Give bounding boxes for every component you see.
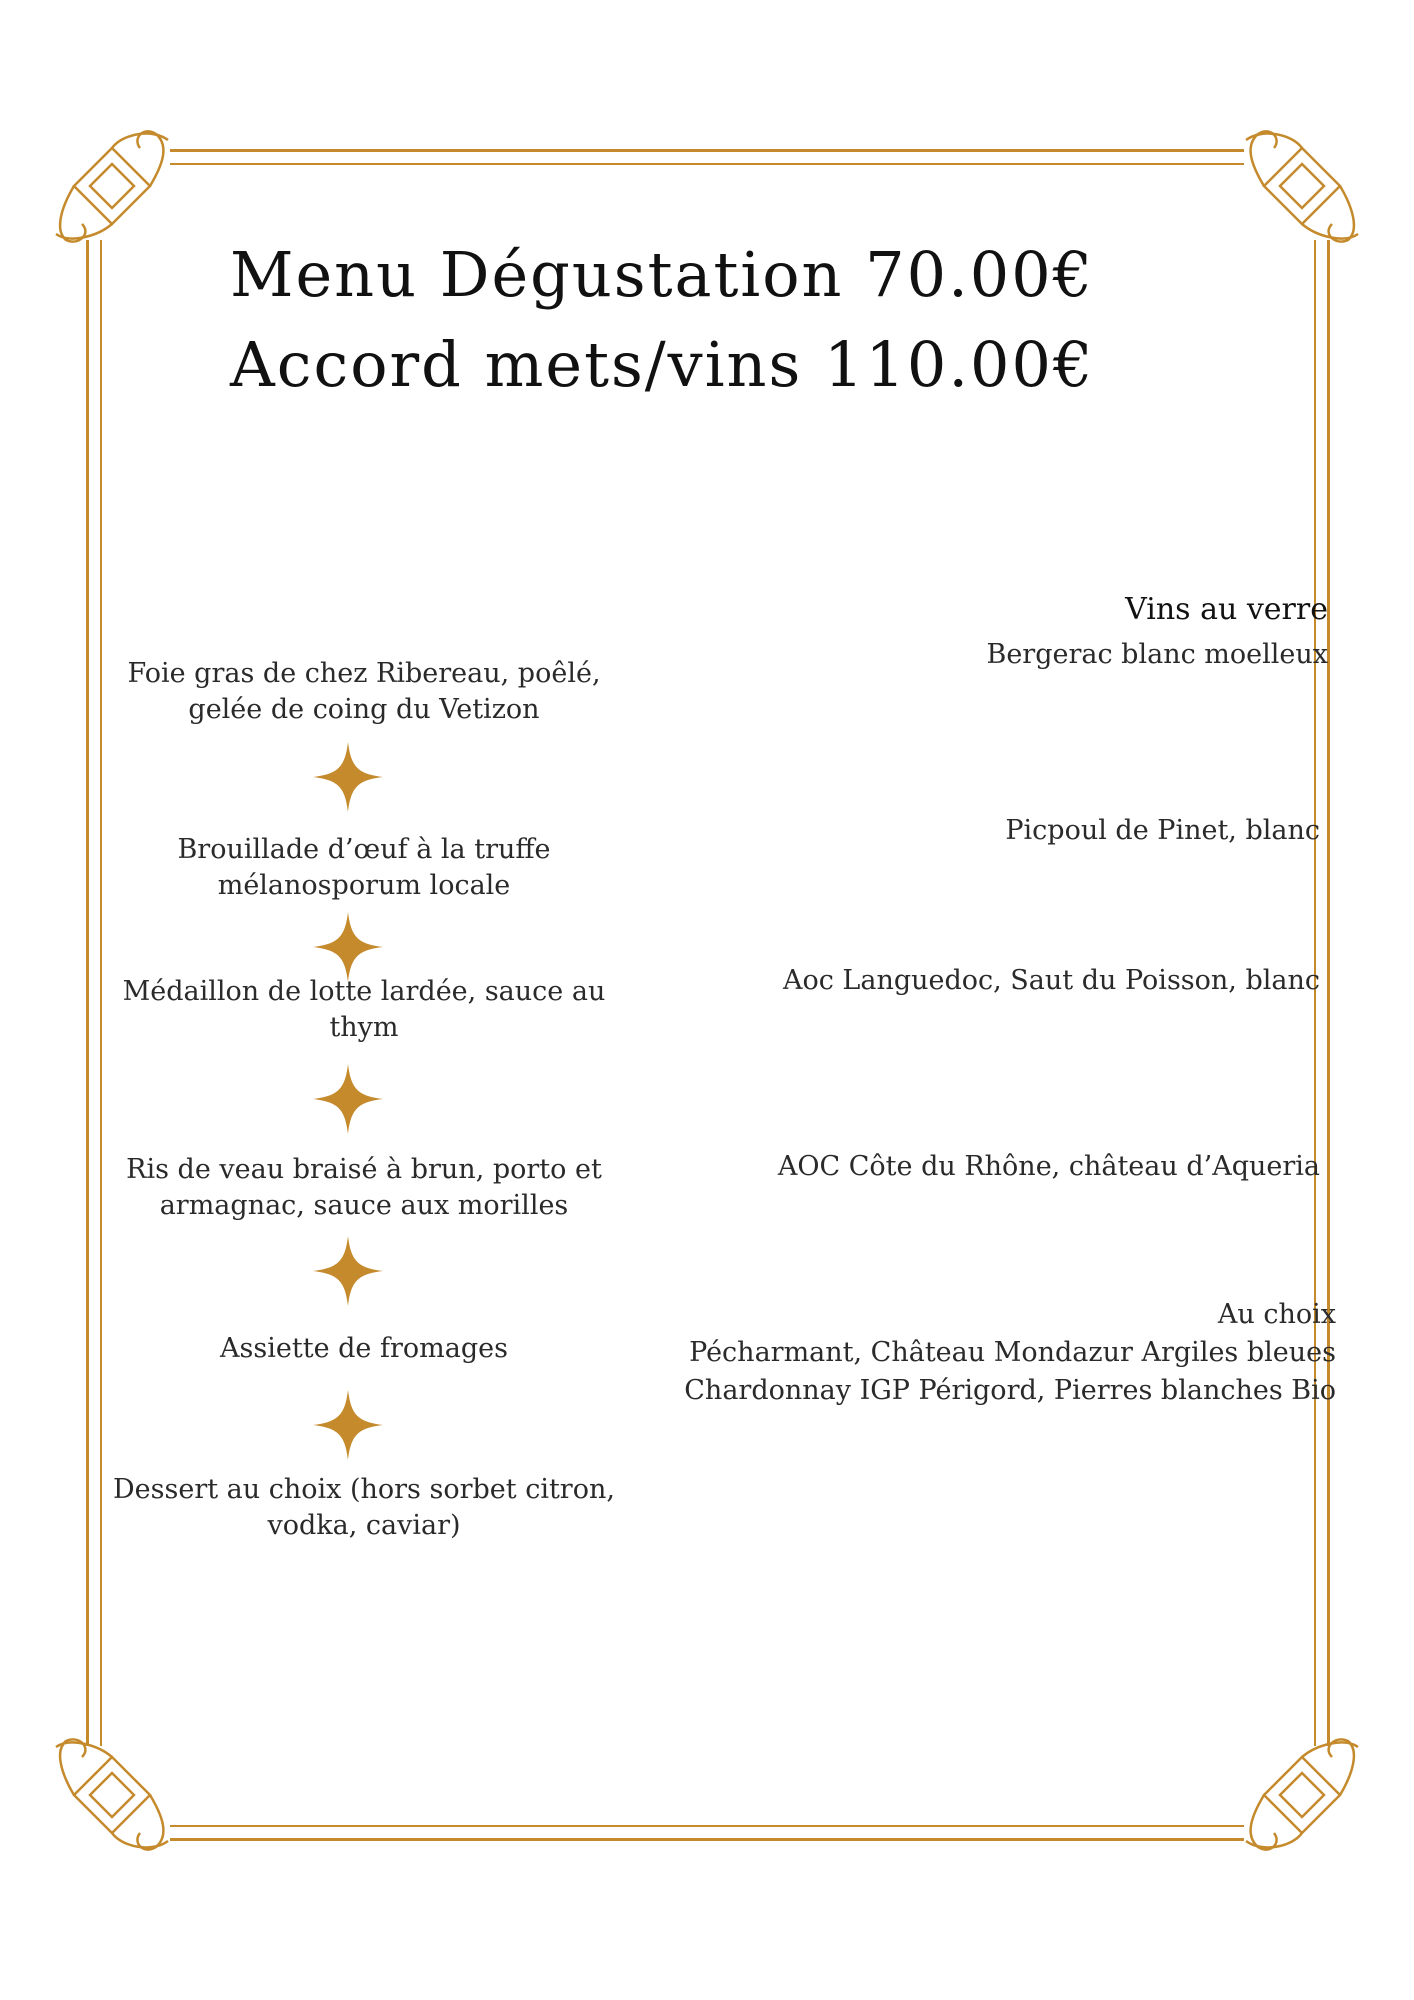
course-item: Ris de veau braisé à brun, porto et armagnac, sauce aux morilles xyxy=(126,1154,602,1221)
wine-choice-label: Au choix xyxy=(1217,1299,1336,1330)
ornament-corner-icon xyxy=(1242,126,1362,246)
ornament-corner-icon xyxy=(52,1735,172,1855)
course-item: Dessert au choix (hors sorbet citron, vodka, caviar) xyxy=(113,1474,615,1541)
frame-bottom-outer xyxy=(170,1838,1244,1841)
ornament-corner-icon xyxy=(1242,1735,1362,1855)
frame-top-inner xyxy=(170,163,1244,165)
four-point-star-icon xyxy=(313,1390,383,1460)
wine-item: Aoc Languedoc, Saut du Poisson, blanc xyxy=(782,965,1320,996)
four-point-star-icon xyxy=(313,742,383,812)
frame-top-outer xyxy=(170,149,1244,152)
four-point-star-icon xyxy=(313,1064,383,1134)
course-item: Médaillon de lotte lardée, sauce au thym xyxy=(122,976,606,1043)
wine-choice-option: Chardonnay IGP Périgord, Pierres blanches Bio xyxy=(684,1375,1336,1406)
four-point-star-icon xyxy=(313,912,383,982)
frame-bottom-inner xyxy=(170,1825,1244,1827)
wine-item: Bergerac blanc moelleux xyxy=(986,639,1328,670)
wine-choice-option: Pécharmant, Château Mondazur Argiles bleues xyxy=(689,1337,1336,1368)
course-item: Foie gras de chez Ribereau, poêlé, gelée de coing du Vetizon xyxy=(127,658,601,725)
frame-right-outer xyxy=(1327,240,1330,1746)
course-item: Brouillade d’œuf à la truffe mélanosporum locale xyxy=(177,834,551,901)
wine-item: AOC Côte du Rhône, château d’Aqueria xyxy=(777,1151,1320,1182)
title-line-wine-pairing: Accord mets/vins 110.00€ xyxy=(230,328,1095,401)
four-point-star-icon xyxy=(313,1236,383,1306)
ornament-corner-icon xyxy=(52,126,172,246)
course-item: Assiette de fromages xyxy=(220,1333,508,1364)
frame-left-outer xyxy=(86,240,89,1746)
wines-heading: Vins au verre xyxy=(1125,592,1328,627)
wine-item: Picpoul de Pinet, blanc xyxy=(1005,815,1320,846)
title-line-tasting-menu: Menu Dégustation 70.00€ xyxy=(230,238,1095,311)
